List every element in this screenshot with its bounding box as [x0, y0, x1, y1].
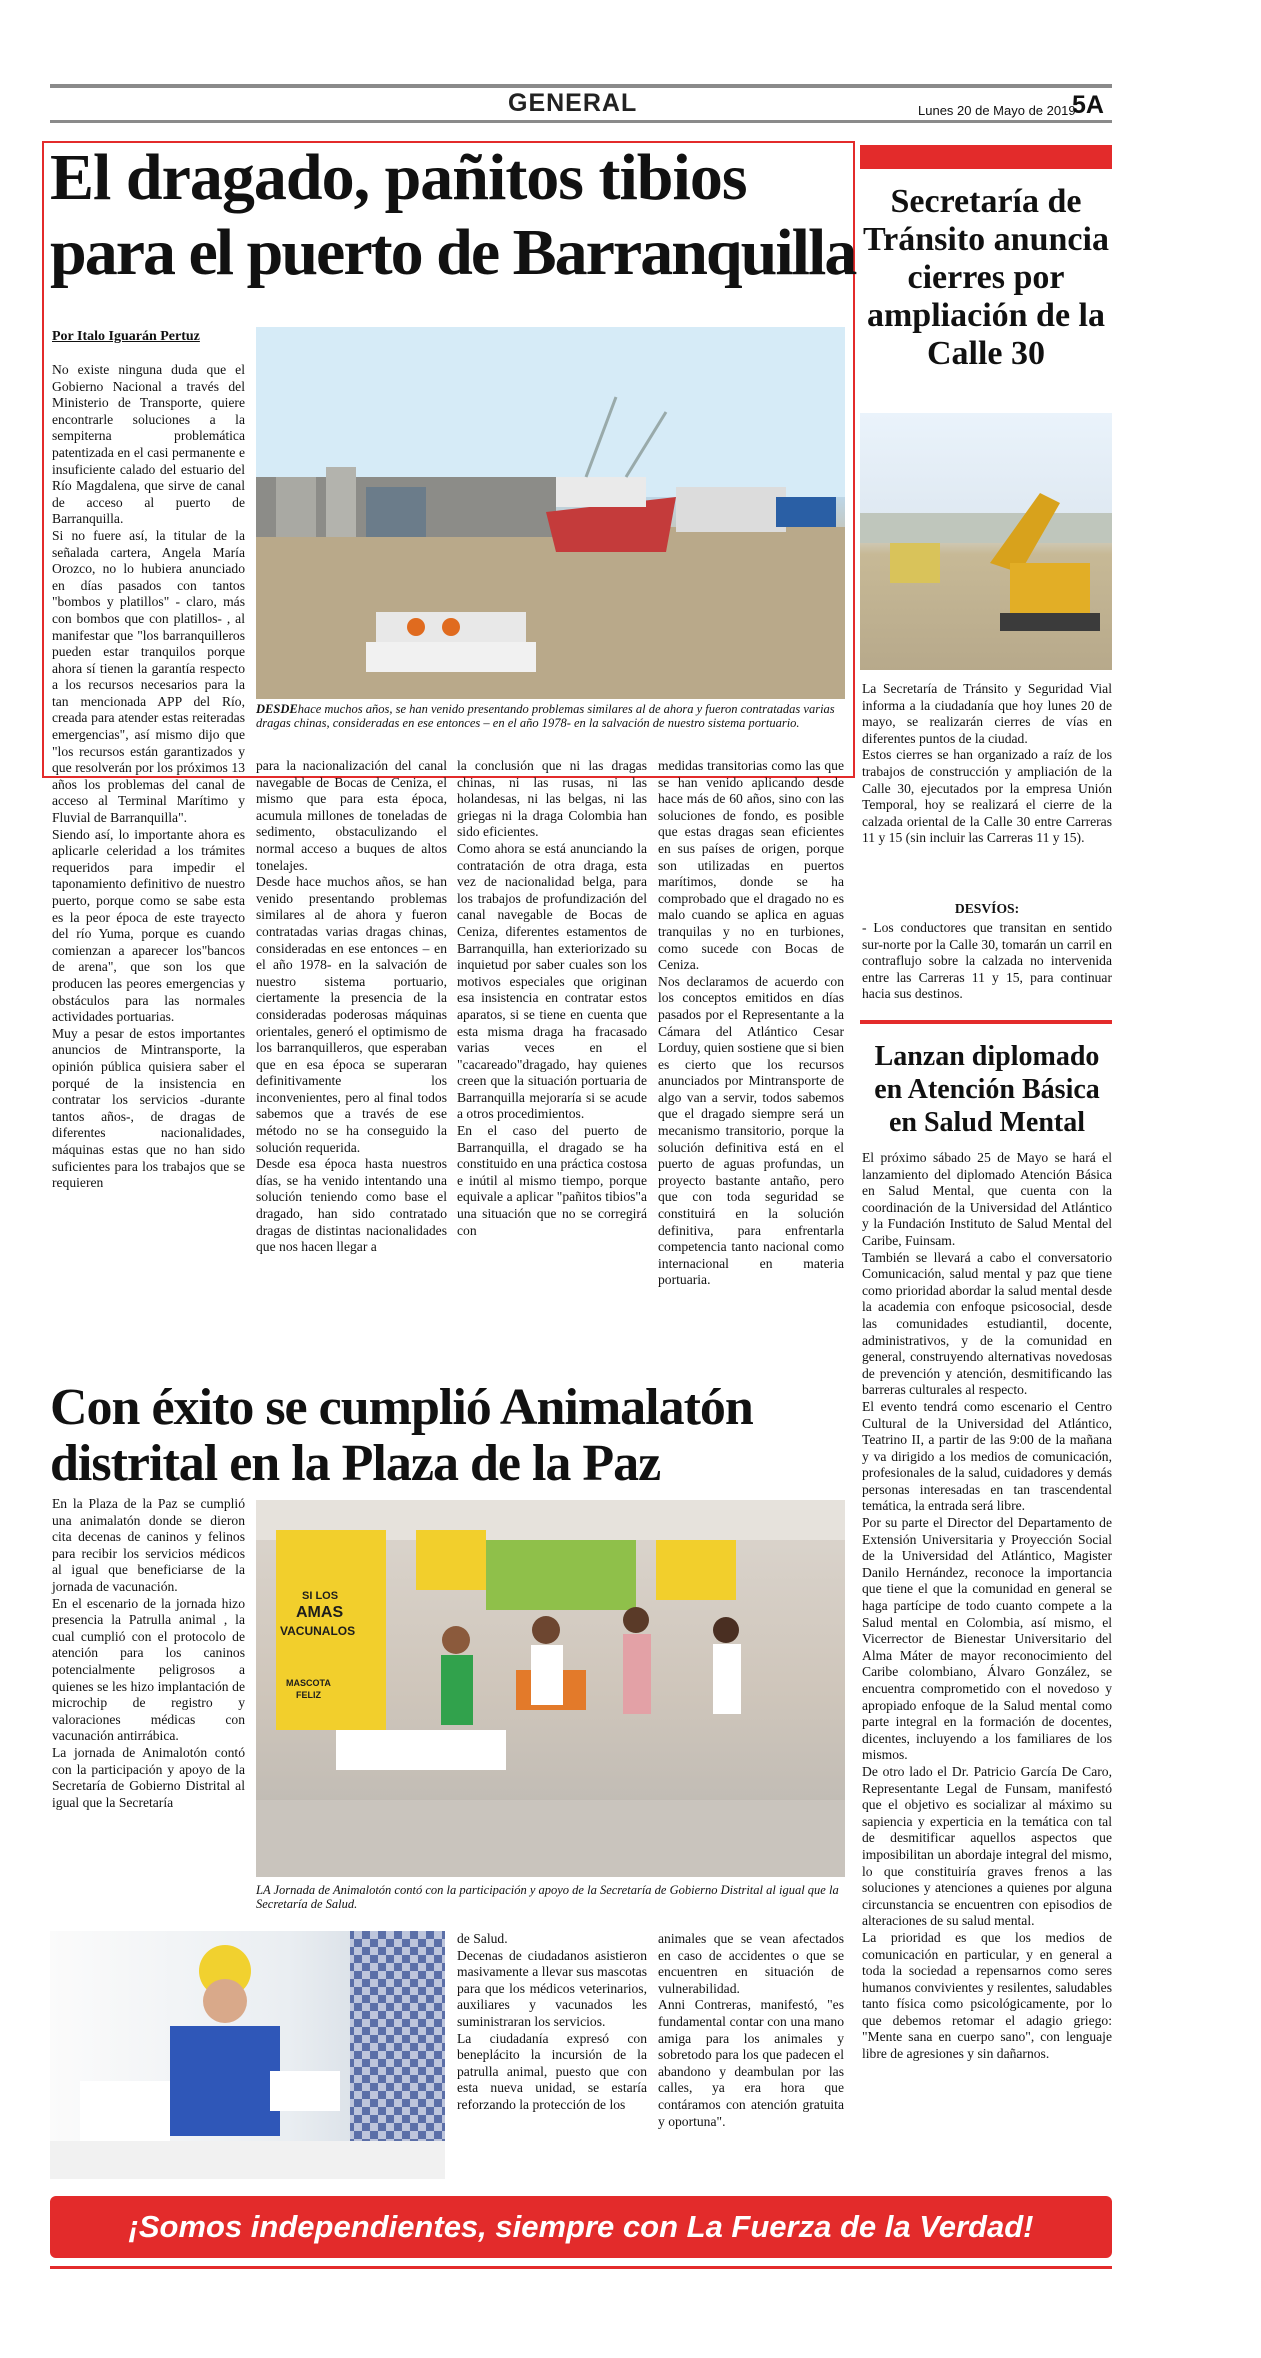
page-number: 5A: [1072, 91, 1104, 119]
main-article-col4: medidas transitorias como las que se han venido aplicando desde hace más de 60 años, sino con las soluciones de fondo, es posible que estas dragas sean eficientes en sus países de origen, porque son utilizadas en puertos marítimos, donde se ha comprobado que el dragado no es malo cuando se aplica en aguas tranquilas y no en turbiones, como sucede con Bocas de Ceniza. Nos declaramos de acuerdo con los conceptos emitidos en días pasados por el Representante a la Cámara del Atlántico Cesar Lorduy, quien sostiene que si bien es cierto que los recursos anunciados por Mintransporte de algo van a servir, todos sabemos que el dragado siempre será un mecanismo transitorio, porque la solución definitiva está en el puerto de aguas profundas, un proyecto bastante antaño, pero que con toda seguridad se constituirá en la solución definitiva, para enfrentarla competencia tanto nacional como internacional en materia portuaria.: [658, 758, 844, 1288]
section-title: GENERAL: [508, 89, 638, 117]
port-photo-caption: [256, 702, 845, 730]
animalaton-photo: [256, 1500, 845, 1877]
animalaton-col3: animales que se vean afectados en caso de accidentes o que se encuentren en situación de vulnerabilidad. Anni Contreras, manifestó, "es fundamental contar con una mano amiga para los animales y sobretodo para los que padecen el abandono y deambulan por las calles, ya era hora que contáramos con atención gratuita y oportuna".: [658, 1931, 844, 2129]
caption-text: hace muchos años, se han venido presentando problemas similares al de ahora y fueron contratadas varias dragas chinas, consideradas en ese entonces – en el año 1978- en la salvación de nuestro sistema portuario.: [256, 702, 835, 730]
footer-banner: [50, 2196, 1112, 2258]
vet-photo: [50, 1931, 445, 2179]
animalaton-photo-caption: LA Jornada de Animalotón contó con la participación y apoyo de la Secretaría de Gobierno Distrital al igual que la Secretaría de Salud.: [256, 1883, 839, 1911]
header-top-rule: [50, 84, 1112, 88]
caption-lead: DESDE: [256, 702, 298, 716]
transit-body: La Secretaría de Tránsito y Seguridad Vial informa a la ciudadanía que hoy lunes 20 de mayo, se realizarán cierres de vías en diferentes puntos de la ciudad. Estos cierres se han organizado a raíz de los trabajos de construcción y ampliación de la Calle 30, ejecutados por la empresa Unión Temporal, hoy se realizará el cierre de la calzada oriental de la Calle 30 entre Carreras 11 y 15 (sin incluir las Carreras 11 y 15).: [862, 681, 1112, 846]
port-photo: [256, 327, 845, 699]
banner-feliz: FELIZ: [296, 1690, 321, 1700]
animalaton-col2: de Salud. Decenas de ciudadanos asistieron masivamente a llevar sus mascotas para que los médicos veterinarios, auxiliares y vacunados les suministraran los servicios. La ciudadanía expresó con beneplácito la incursión de la patrulla animal, puesto que con esta nueva unidad, se estaría reforzando la protección de los: [457, 1931, 647, 2112]
main-headline-line2: para el puerto de Barranquilla: [50, 216, 856, 289]
footer-banner-text: ¡Somos independientes, siempre con La Fuerza de la Verdad!: [128, 2209, 1034, 2244]
main-article-col2: para la nacionalización del canal navegable de Bocas de Ceniza, el mismo que para esta época, acumula millones de toneladas de sedimento, obstaculizando el normal acceso a buques de altos tonelajes. Desde hace muchos años, se han venido presentando problemas similares al de ahora y fueron contratadas varias dragas chinas, consideradas en ese entonces – en el año 1978- en la salvación de nuestro sistema portuario, ciertamente la presencia de la consideradas poderosas máquinas orientales, generó el optimismo de los barranquilleros, que esperaban que en esa época se superaran definitivamente los inconvenientes, pero al final todos sabemos que a través de ese método no se ha conseguido la solución requerida. Desde esa época hasta nuestros días, se ha venido intentando una solución teniendo como base el dragado, han sido contratado dragas de distintas nacionalidades que nos hacen llegar a: [256, 758, 447, 1255]
banner-amas: AMAS: [296, 1604, 344, 1621]
main-article-col3: la conclusión que ni las dragas chinas, ni las rusas, ni las holandesas, ni las belgas, ni las griegas ni la draga Colombia han sido eficientes. Como ahora se está anunciando la contratación de otra draga, esta vez de nacionalidad belga, para los trabajos de profundización del canal navegable de Bocas de Ceniza, diferentes estamentos de Barranquilla, han exteriorizado su inquietud por saber cuales son los motivos especiales que originan esa insistencia en contratar estos aparatos, si se tiene en cuenta que esta misma draga ha fracasado varias veces en el "cacareado"dragado, hay quienes creen que la situación portuaria de Barranquilla mejoraría si se acude a otros procedimientos. En el caso del puerto de Barranquilla, el dragado se ha constituido en una práctica costosa e inútil al mismo tiempo, porque equivale a aplicar "pañitos tibios"a una situación que no se corregirá con: [457, 758, 647, 1238]
transit-subhead: DESVÍOS:: [954, 901, 1020, 916]
port-photo-illustration: [256, 327, 845, 699]
transit-body2: - Los conductores que transitan en sentido sur-norte por la Calle 30, tomarán un carril en contraflujo sobre la calzada no intervenida entre las Carreras 11 y 15, para continuar hacia sus destinos.: [862, 920, 1112, 1002]
main-headline-line1: El dragado, pañitos tibios: [50, 141, 747, 214]
transit-photo: [860, 413, 1112, 670]
header-bottom-rule: [50, 120, 1112, 123]
animalaton-headline-line2: distrital en la Plaza de la Paz: [50, 1435, 661, 1492]
excavator-illustration: [860, 413, 1112, 670]
banner-si-los: SI LOS: [302, 1590, 339, 1602]
footer-bottom-rule: [50, 2266, 1112, 2269]
banner-mascota: MASCOTA: [286, 1678, 331, 1688]
animalaton-col1: En la Plaza de la Paz se cumplió una animalatón donde se dieron cita decenas de caninos y felinos para recibir los servicios médicos al igual que beneficiarse de la jornada de vacunación. En el escenario de la jornada hizo presencia la Patrulla animal , la cual cumplió con el protocolo de atención para los caninos potencialmente peligrosos a quienes se les hizo implantación de microchip de registro y valoraciones médicas con vacunación antirrábica. La jornada de Animalotón contó con la participación y apoyo de la Secretaría de Gobierno Distrital al igual que la Secretaría: [52, 1496, 245, 1810]
veterinarian-illustration: [50, 1931, 445, 2179]
byline: Por Italo Iguarán Pertuz: [52, 329, 200, 344]
mental-health-body: El próximo sábado 25 de Mayo se hará el lanzamiento del diplomado Atención Básica en Salud Mental, que cuenta con la coordinación de la Universidad del Atlántico y la Fundación Instituto de Salud Mental del Caribe, Fuinsam. También se llevará a cabo el conversatorio Comunicación, salud mental y paz que tiene como prioridad abordar la salud mental desde la academia con enfoque psicosocial, desde las comunidades estudiantil, docente, administrativos, y de la comunidad en general, construyendo alternativas novedosas de prevención y atención, desmitificando las barreras culturales al respecto. El evento tendrá como escenario el Centro Cultural de la Universidad del Atlántico, Teatrino II, a partir de las 9:00 de la mañana y va dirigido a los medios de comunicación, profesionales de la salud, cuidadores y demás personas interesadas en tan trascendental temática, la entrada será libre. Por su parte el Director del Departamento de Extensión Universitaria y Proyección Social de la Universidad del Atlántico, Magister Danilo Hernández, reconoce la importancia que tiene el que la comunidad en general se haga partícipe de todo cuanto compete a la Salud mental en Colombia, así mismo, el Vicerrector de Bienestar Universitario del Alma Máter de mayor reconocimiento del Caribe colombiano, Álvaro González, se encuentra comprometido con el novedoso y apropiado enfoque de la Salud mental como parte integral en la formación de docentes, dicentes, incluyendo a los familiares de los mismos. De otro lado el Dr. Patricio García De Caro, Representante Legal de Funsam, manifestó que el objetivo es socializar al máximo su sapiencia y experticia en la temática con tal de desmitificar aquellos aspectos que imposibilitan un abordaje integral del mismo, lo que constituiría graves frenos a las soluciones y atenciones a quienes por alguna circunstancia se encuentren con episodios de alteraciones de su salud mental. La prioridad es que los medios de comunicación en particular, y en general a toda la sociedad a repensarnos como seres humanos convivientes y resilentes, saludables tanto física como psicológicamente, por lo que debemos retomar el adagio griego: "Mente sana en cuerpo sano", con lenguaje libre de agresiones y sin dañarnos.: [862, 1150, 1112, 2062]
sidebar-mid-red-rule: [860, 1020, 1112, 1024]
main-article-col1: No existe ninguna duda que el Gobierno Nacional a través del Ministerio de Transporte, quiere encontrarle soluciones a la sempiterna problemática patentizada en el casi permanente e insuficiente calado del estuario del Río Magdalena, que sirve de canal de acceso al puerto de Barranquilla. Si no fuere así, la titular de la señalada cartera, Angela María Orozco, no lo hubiera anunciado en días pasados con tantos "bombos y platillos" - claro, más con bombos que con platillos- , al manifestar que "los barranquilleros pueden estar tranquilos porque ahora sí tienen la garantía respecto a los recursos necesarios para la tan mencionada APP del Río, creada para atender estas reiteradas emergencias", así mismo dijo que "los recursos están garantizados y que resolverán por los próximos 13 años los problemas del canal de acceso al Terminal Marítimo y Fluvial de Barranquilla". Siendo así, lo importante ahora es aplicarle celeridad a los trámites requeridos para impedir el taponamiento definitivo de nuestro puerto, porque como se sabe esta es la peor época de este trayecto del río Yuma, porque es cuando comienzan a aparecer los"bancos de arena", que son los que producen las peores emergencias y obstáculos para las normales actividades portuarias. Muy a pesar de estos importantes anuncios de Mintransporte, la opinión pública quisiera saber el porqué de la insistencia en contratar los servicios -durante tantos años-, de dragas de diferentes nacionalidades, máquinas estas que no han sido suficientes para los trabajos que se requieren: [52, 362, 245, 1191]
issue-date: Lunes 20 de Mayo de 2019: [918, 103, 1076, 118]
vaccination-event-illustration: [256, 1500, 845, 1877]
banner-vacunalos: VACUNALOS: [280, 1624, 356, 1638]
animalaton-headline-line1: Con éxito se cumplió Animalatón: [50, 1379, 753, 1436]
sidebar-top-red-bar: [860, 145, 1112, 169]
mental-health-title: Lanzan diplomado en Atención Básica en Salud Mental: [874, 1041, 1100, 1138]
transit-title: Secretaría de Tránsito anuncia cierres por ampliación de la Calle 30: [863, 183, 1109, 372]
